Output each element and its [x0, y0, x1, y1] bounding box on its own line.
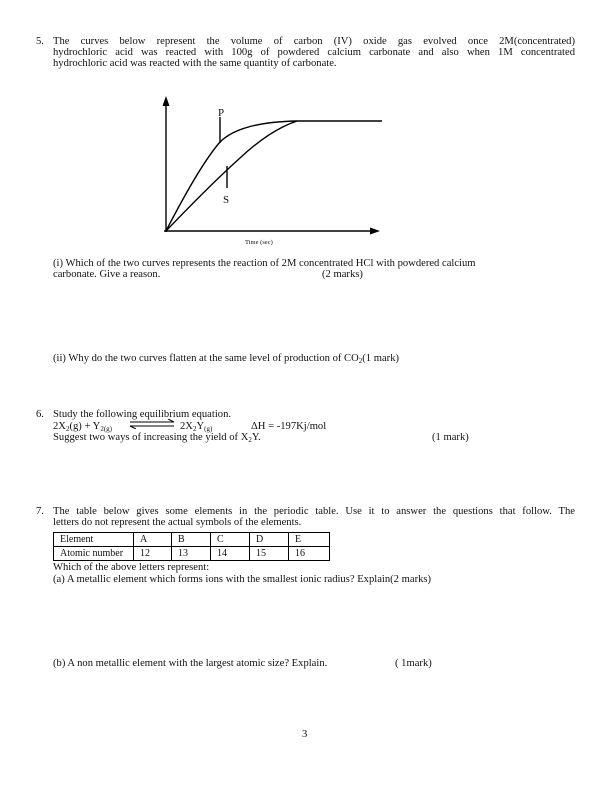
q6-equation-right: $2X_2Y_{(g)}$	[180, 421, 213, 433]
label-p: P	[218, 107, 225, 119]
table-row: Atomic number 12 13 14 15 16	[54, 547, 330, 561]
y-axis-arrow-icon	[163, 96, 170, 106]
q6-marks: (1 mark)	[432, 432, 469, 443]
q6-enthalpy: ΔH = -197Kj/mol	[251, 421, 327, 432]
q7-which: Which of the above letters represent:	[53, 562, 210, 573]
q6-equation-left: $2X_2(g) + Y_{2(g)}$	[53, 421, 113, 433]
q7-b: (b) A non metallic element with the largest atomic size? Explain.	[53, 658, 328, 669]
x-axis-label: Time (sec)	[245, 239, 273, 246]
q5-ii: (ii) Why do the two curves flatten at the same level of production of $CO_2(1$ mark)	[53, 353, 400, 365]
q6-line: Suggest two ways of increasing the yield of $X_2Y$.	[53, 432, 261, 444]
q7-line: The table below gives some elements in the periodic table. Use it to answer the questions that follow. The	[53, 506, 575, 517]
q5-line: hydrochloric acid was reacted with 100g of powdered calcium carbonate and also when 1M concentrated	[53, 47, 575, 58]
q5-number: 5.	[36, 36, 44, 47]
q5-i-marks: (2 marks)	[322, 269, 363, 280]
curve-p	[166, 121, 382, 231]
q7-line: letters do not represent the actual symbols of the elements.	[53, 517, 302, 528]
q5-i-line: (i) Which of the two curves represents the reaction of 2M concentrated HCl with powdered calcium	[53, 258, 476, 269]
table-row: Element A B C D E	[54, 533, 330, 547]
page-number: 3	[302, 729, 308, 740]
equilibrium-arrows-icon	[128, 419, 178, 429]
q7-number: 7.	[36, 506, 44, 517]
elements-table	[53, 532, 330, 561]
curve-s	[166, 121, 297, 231]
q5-i-line: carbonate. Give a reason.	[53, 269, 161, 280]
volume-time-graph	[150, 90, 400, 250]
q5-line: The curves below represent the volume of carbon (IV) oxide gas evolved once 2M(concentrated)	[53, 36, 575, 47]
q6-number: 6.	[36, 409, 44, 420]
label-s: S	[223, 194, 230, 206]
q6-line: Study the following equilibrium equation.	[53, 409, 232, 420]
q5-line: hydrochloric acid was reacted with the same quantity of carbonate.	[53, 58, 337, 69]
q7-a: (a) A metallic element which forms ions with the smallest ionic radius? Explain(2 marks)	[53, 574, 432, 585]
x-axis-arrow-icon	[370, 228, 380, 235]
q7-b-marks: ( 1mark)	[395, 658, 432, 669]
